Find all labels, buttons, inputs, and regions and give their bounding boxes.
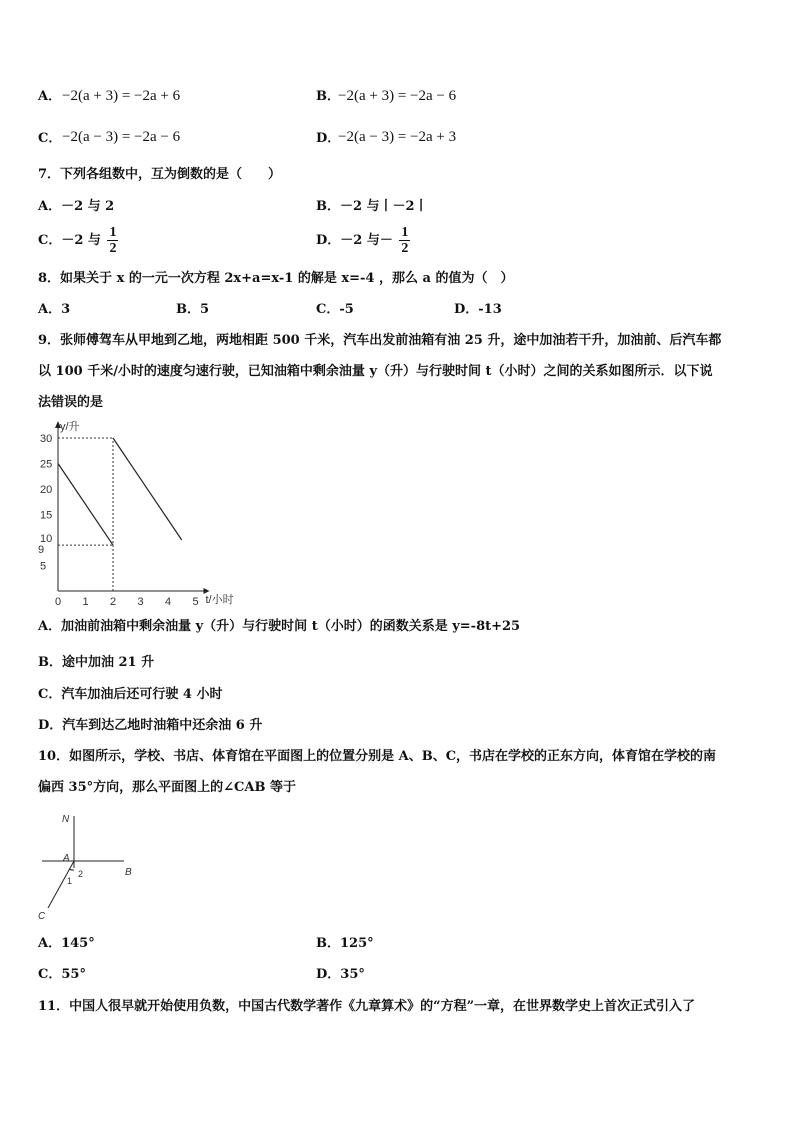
y-tick-label: 10	[40, 533, 53, 545]
y-tick-label: 20	[40, 484, 53, 496]
q9-option-a: A．加油前油箱中剩余油量 y（升）与行驶时间 t（小时）的函数关系是 y=-8t+25	[38, 619, 521, 634]
x-tick-label: 3	[137, 596, 144, 608]
q7-option-c	[38, 224, 120, 258]
q8-option-a: A．3	[38, 302, 71, 317]
q10-stem-line-1: 10．如图所示，学校、书店、体育馆在平面图上的位置分别是 A、B、C，书店在学校的正东方向，体育馆在学校的南	[38, 749, 717, 764]
q8-option-d: D．-13	[454, 302, 502, 317]
y-tick-label: 9	[38, 544, 45, 557]
fuel-chart	[30, 416, 270, 610]
fraction-denominator: 2	[109, 241, 117, 256]
q8-stem: 8．如果关于 x 的一元一次方程 2x+a=x-1 的解是 x=-4 ，那么 a 的值为（ ）	[38, 271, 514, 286]
y-tick-label: 15	[40, 509, 53, 522]
x-axis-label: t/小时	[205, 594, 234, 606]
series-line	[58, 464, 113, 546]
q6-option-c-label: C．	[38, 131, 62, 146]
q9-stem-line-2: 以 100 千米/小时的速度匀速行驶，已知油箱中剩余油量 y（升）与行驶时间 t（小时）之间的关系如图所示．以下说	[38, 364, 713, 379]
label-n: N	[62, 814, 70, 825]
label-b: B	[125, 867, 132, 878]
q10-stem-line-2: 偏西 35°方向，那么平面图上的∠CAB 等于	[38, 780, 296, 795]
label-angle-2: 2	[78, 869, 84, 879]
q7-stem: 7．下列各组数中，互为倒数的是（ ）	[38, 167, 282, 182]
q10-option-a: A．145°	[38, 936, 95, 951]
fraction-numerator: 1	[109, 225, 117, 240]
direction-diagram	[34, 806, 144, 924]
q9-stem-line-3: 法错误的是	[38, 395, 104, 410]
q7-option-d-text: D．－2 与－	[316, 233, 393, 248]
q7-option-c-text: C．－2 与	[38, 233, 101, 248]
y-tick-label: 5	[40, 560, 47, 573]
label-angle-1: 1	[67, 876, 73, 886]
q6-option-a-expr: −2(a + 3) = −2a + 6	[62, 88, 181, 104]
label-a: A	[63, 853, 70, 864]
fraction-numerator: 1	[401, 225, 409, 240]
q7-option-d	[316, 224, 412, 258]
x-tick-label: 2	[110, 596, 117, 608]
y-tick-label: 30	[40, 433, 53, 445]
q9-option-c: C．汽车加油后还可行驶 4 小时	[38, 687, 223, 702]
x-tick-label: 0	[55, 596, 62, 608]
q6-option-b-expr: −2(a + 3) = −2a − 6	[338, 88, 457, 104]
q9-stem-line-1: 9．张师傅驾车从甲地到乙地，两地相距 500 千米，汽车出发前油箱有油 25 升，途中加油若干升，加油前、后汽车都	[38, 333, 722, 348]
q9-option-d: D．汽车到达乙地时油箱中还余油 6 升	[38, 718, 263, 733]
label-c: C	[38, 911, 46, 922]
q11-stem-line-1: 11．中国人很早就开始使用负数，中国古代数学著作《九章算术》的“方程”一章，在世界数学史上首次正式引入了	[38, 999, 696, 1014]
q8-option-c: C．-5	[316, 302, 354, 317]
fraction-denominator: 2	[401, 241, 409, 256]
x-tick-label: 5	[192, 596, 199, 608]
q7-option-a: A．－2 与 2	[38, 199, 115, 214]
x-tick-label: 1	[82, 596, 89, 608]
q7-option-b: B．－2 与丨－2丨	[316, 199, 428, 214]
y-tick-label: 25	[40, 458, 53, 471]
angle-arc	[69, 869, 74, 870]
series-line	[113, 438, 182, 540]
q6-option-d-label: D．	[316, 131, 341, 146]
q8-option-b: B．5	[176, 302, 210, 317]
q10-option-b: B．125°	[316, 936, 374, 951]
q7-option-c-fraction	[107, 225, 118, 256]
x-tick-label: 4	[165, 596, 172, 608]
q10-option-c: C．55°	[38, 967, 86, 982]
q6-option-a-label: A．	[38, 89, 62, 104]
q7-option-d-fraction	[399, 225, 410, 256]
q10-option-d: D．35°	[316, 967, 365, 982]
y-axis-label: y/升	[60, 421, 80, 433]
q9-option-b: B．途中加油 21 升	[38, 655, 155, 670]
q6-option-c-expr: −2(a − 3) = −2a − 6	[62, 129, 181, 145]
q6-option-b-label: B．	[316, 89, 340, 104]
q6-option-d-expr: −2(a − 3) = −2a + 3	[338, 129, 457, 145]
